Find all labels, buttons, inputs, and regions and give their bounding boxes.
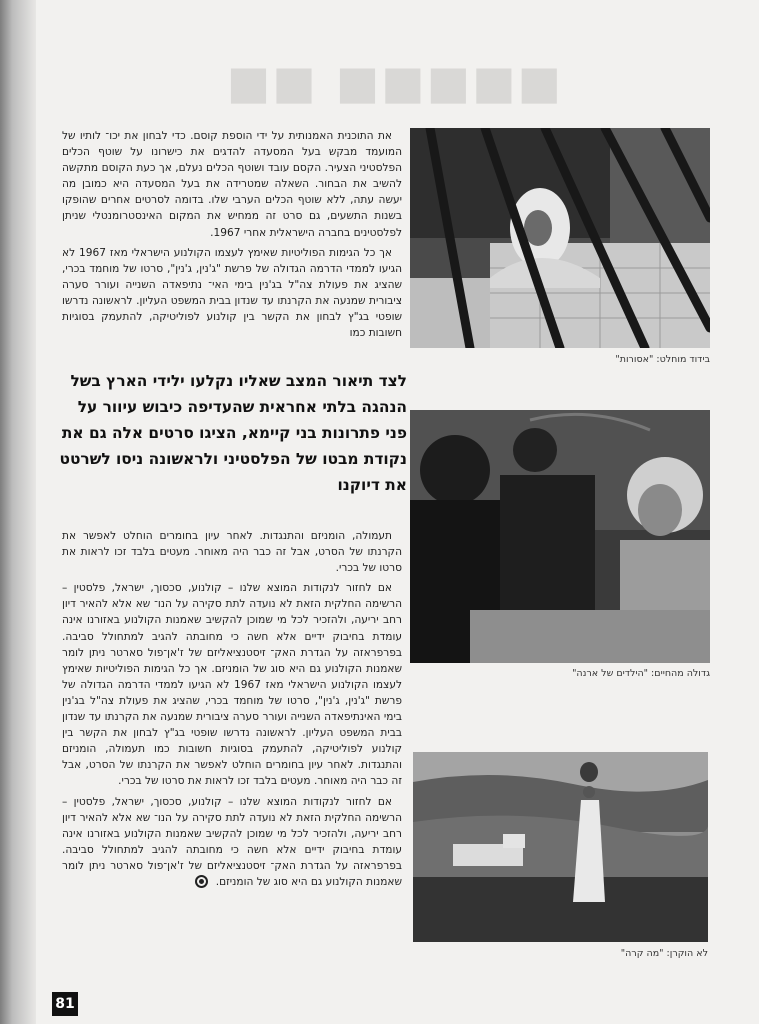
- paragraph: את התוכנית האמנותית על ידי הוספת קוסם. כדי לבחון את יכו־ לותיו של המועמד מבקש בעל המסעדה להדגים את כישרונו על שוטף הכלים הפלסטיני הצעיר. הקסם עובד ושוטף הכלים נעלם, אך כעת הקוסם מתקשה להשיב את הבחור. השאלה שמטרידה את בעל המסעדה היא כמובן מה יעשה עתה, ללא שוטף הכלים הערבי שלו. בדומה לסרטים אחרים שהופקו בשנות התשעים, גם סרט זה ממחיש את המקום האינסטרומנטלי שניתן לפלסטינים בחברה הישראלית אחרי 1967.: [62, 130, 402, 239]
- paragraph-text: אם לחזור לנקודות המוצא שלנו – קולנוע, סכסוך, ישראל, פלסטין – הרשימה החלקית הזאת לא נועדה לתת סקירה על הנו־ שא אלא להאיר דיון רחב יריעה, ולהזכיר לכל מי שמוכן להקשיב שאמנות הקולנוע באזורנו אינה עומדת בחיבוק ידיים אלא חשה כי מחובתה להגיב למתחולל סביבה. בפרפראזה על הגדרת האק־ זיסטנציאליזם של ז'אן־פול סארטר ניתן לומר שאמנות הקולנוע גם היא סוג של הומניזם.: [62, 795, 402, 888]
- photo-crowd-scene: [410, 410, 710, 663]
- article-column-top: [62, 128, 402, 345]
- paragraph: תעמולה, הומניזם והתנגדות. לאחר עיון בחומרים הוחלט לאפשר את הקרנתו של הסרט, אבל זה כבר היה מאוחר. מעטים בלבד זכו לראות את סרטו של בכרי.: [62, 530, 402, 575]
- paragraph: אם לחזור לנקודות המוצא שלנו – קולנוע, סכסוך, ישראל, פלסטין – הרשימה החלקית הזאת לא נועדה לתת סקירה על הנו־ שא אלא להאיר דיון רחב יריעה, ולהזכיר לכל מי שמוכן להקשיב שאמנות הקולנוע באזורנו אינה עומדת בחיבוק ידיים אלא חשה כי מחובתה להגיב למתחולל סביבה. בפרפראזה על הגדרת האק־ זיסטנציאליזם של ז'אן־פול סארטר ניתן לומר שאמנות הקולנוע גם היא סוג של הומניזם. אך כל הגימות הפוליטיות שאימץ לעצמו הקולנוע הישראלי מאז 1967 לא הגיעו לממדי הדרמה הגדולה של פרשת "ג'נין, ג'נין", סרטו של מוחמד בכרי, שהציג את פעולת צה"ל בג'נין בימי האינתיפאדה השנייה ועורר סערה ציבורית שמנעה את הקרנתו עד שנדון בבית המשפט העליון. לראשונה נדרשו שופטי בג"ץ לבחון את הקשר בין קולנוע לפוליטיקה, להתעמק בסוגיות חשובות כמו תעמולה, הומניזם והתנגדות. לאחר עיון בחומרים הוחלט לאפשר את הקרנתו של הסרט, אבל זה כבר היה מאוחר. מעטים בלבד זכו לראות את סרטו של בכרי.: [62, 582, 402, 788]
- paragraph: אך כל הגימות הפוליטיות שאימץ לעצמו הקולנוע הישראלי מאז 1967 לא הגיעו לממדי הדרמה הגדולה של פרשת "ג'נין, ג'נין", סרטו של מוחמד בכרי, שהציג את פעולת צה"ל בג'נין בימי האי־ נתיפאדה השנייה ועורר סערה ציבורית שמנעה את הקרנתו עד שנדון בבית המשפט העליון. לראשונה נדרשו שופטי בג"ץ לבחון את הקשר בין קולנוע לפוליטיקה, להתעמק בסוגיות חשובות כמו: [62, 246, 402, 340]
- photo-caption: גדולה מהחיים: "הילדים של ארנה": [572, 668, 710, 679]
- photo-woman-behind-bars: [410, 128, 710, 348]
- photo-caption: בידוד מוחלט: "אסורות": [615, 354, 710, 365]
- page-number: 81: [52, 992, 78, 1016]
- pull-quote: לצד תיאור המצב שאליו נקלעו ילידי הארץ בשל הנהגה בלתי אחראית שהעדיפה כיבוש עיוור על פני פתרונות בני קיימא, הציגו סרטים אלה גם את נקודת מבטו של הפלסטיני ולראשונה ניסו לשרטט את דיוקנו: [59, 372, 407, 494]
- paragraph: [62, 794, 402, 891]
- faded-section-header: ■■■■■ ■■: [226, 55, 564, 109]
- end-of-article-icon: [195, 875, 208, 888]
- article-column-bottom: [62, 528, 402, 894]
- photo-caption: לא הוקרן: "מה קרה": [620, 948, 708, 959]
- photo-landscape-woman: [413, 752, 708, 942]
- binding-shadow: [0, 0, 36, 1024]
